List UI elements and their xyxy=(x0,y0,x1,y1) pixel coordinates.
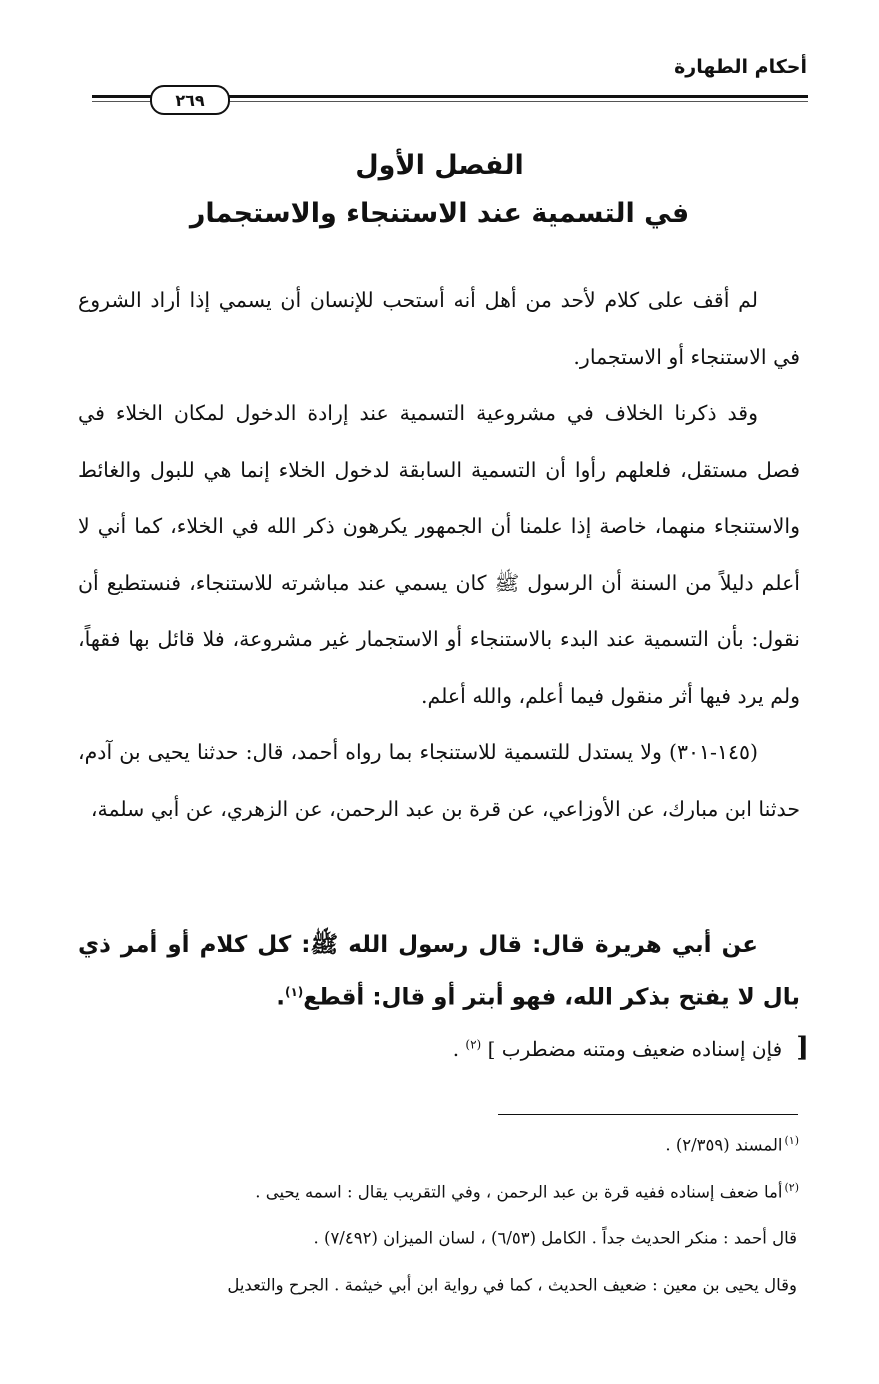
page-number: ٢٦٩ xyxy=(175,90,205,110)
running-header-title: أحكام الطهارة xyxy=(674,56,807,78)
footnote-text: المسند (٢/٣٥٩) . xyxy=(665,1135,783,1155)
hadith-footnote-ref: (١) xyxy=(284,985,304,999)
verdict-text: فإن إسناده ضعيف ومتنه مضطرب ] xyxy=(487,1037,783,1061)
footnote-text: وقال يحيى بن معين : ضعيف الحديث ، كما في رواية ابن أبي خيثمة . الجرح والتعديل xyxy=(227,1275,797,1294)
verdict-open-bracket: [ xyxy=(796,1032,809,1063)
verdict-end: . xyxy=(452,1037,460,1061)
footnote-text: قال أحمد : منكر الحديث جداً . الكامل (٦/٥٣) ، لسان الميزان (٧/٤٩٢) . xyxy=(313,1228,797,1248)
footnotes xyxy=(99,1123,799,1309)
footnote-number: (٢) xyxy=(784,1180,799,1194)
footnote-item xyxy=(99,1216,799,1257)
paragraph-3: (١٤٥-٣٠١) ولا يستدل للتسمية للاستنجاء بما رواه أحمد، قال: حدثنا يحيى بن آدم، حدثنا ابن مبارك، عن الأوزاعي، عن قرة بن عبد الرحمن، عن الزهري، عن أبي سلمة، xyxy=(78,740,800,821)
paragraph-2: وقد ذكرنا الخلاف في مشروعية التسمية عند إرادة الدخول لمكان الخلاء في فصل مستقل، فلعلهم رأوا أن التسمية السابقة لدخول الخلاء إنما هي للبول والغائط والاستنجاء منهما، خاصة إذا علمنا أن الجمهور يكرهون ذكر الله في الخلاء، كما أني لا أعلم دليلاً من السنة أن الرسول ﷺ كان يسمي عند مباشرته للاستنجاء، فنستطيع أن نقول: بأن التسمية عند البدء بالاستنجاء أو الاستجمار غير مشروعة، فلا قائل بها فقهاً، ولم يرد فيها أثر منقول فيما أعلم، والله أعلم. xyxy=(78,401,800,708)
footnote-item xyxy=(99,1123,799,1164)
verdict-footnote-ref: (٢) xyxy=(465,1037,482,1052)
footnote-number: (١) xyxy=(784,1134,799,1147)
verdict-line xyxy=(453,1032,809,1063)
footnote-item xyxy=(99,1170,799,1211)
chapter-subtitle: في التسمية عند الاستنجاء والاستجمار xyxy=(189,198,690,229)
page-number-badge xyxy=(150,85,230,115)
body-text xyxy=(78,272,800,837)
hadith-text-block xyxy=(78,922,800,1022)
footnote-separator xyxy=(498,1114,798,1115)
footnote-item xyxy=(99,1263,799,1304)
footnote-text: أما ضعف إسناده ففيه قرة بن عبد الرحمن ، وفي التقريب يقال : اسمه يحيى . xyxy=(255,1182,783,1201)
hadith-paragraph: عن أبي هريرة قال: قال رسول الله ﷺ: كل كلام أو أمر ذي بال لا يفتح بذكر الله، فهو أبتر أو قال: أقطع$^{(١)}$. xyxy=(78,932,800,1011)
paragraph-1: لم أقف على كلام لأحد من أهل أنه أستحب للإنسان أن يسمي إذا أراد الشروع في الاستنجاء أو الاستجمار. xyxy=(78,288,800,369)
chapter-title: الفصل الأول xyxy=(355,150,524,181)
hadith-text: عن أبي هريرة قال: قال رسول الله ﷺ: كل كلام أو أمر ذي بال لا يفتح بذكر الله، فهو أبتر أو قال: أقطع xyxy=(78,932,800,1011)
